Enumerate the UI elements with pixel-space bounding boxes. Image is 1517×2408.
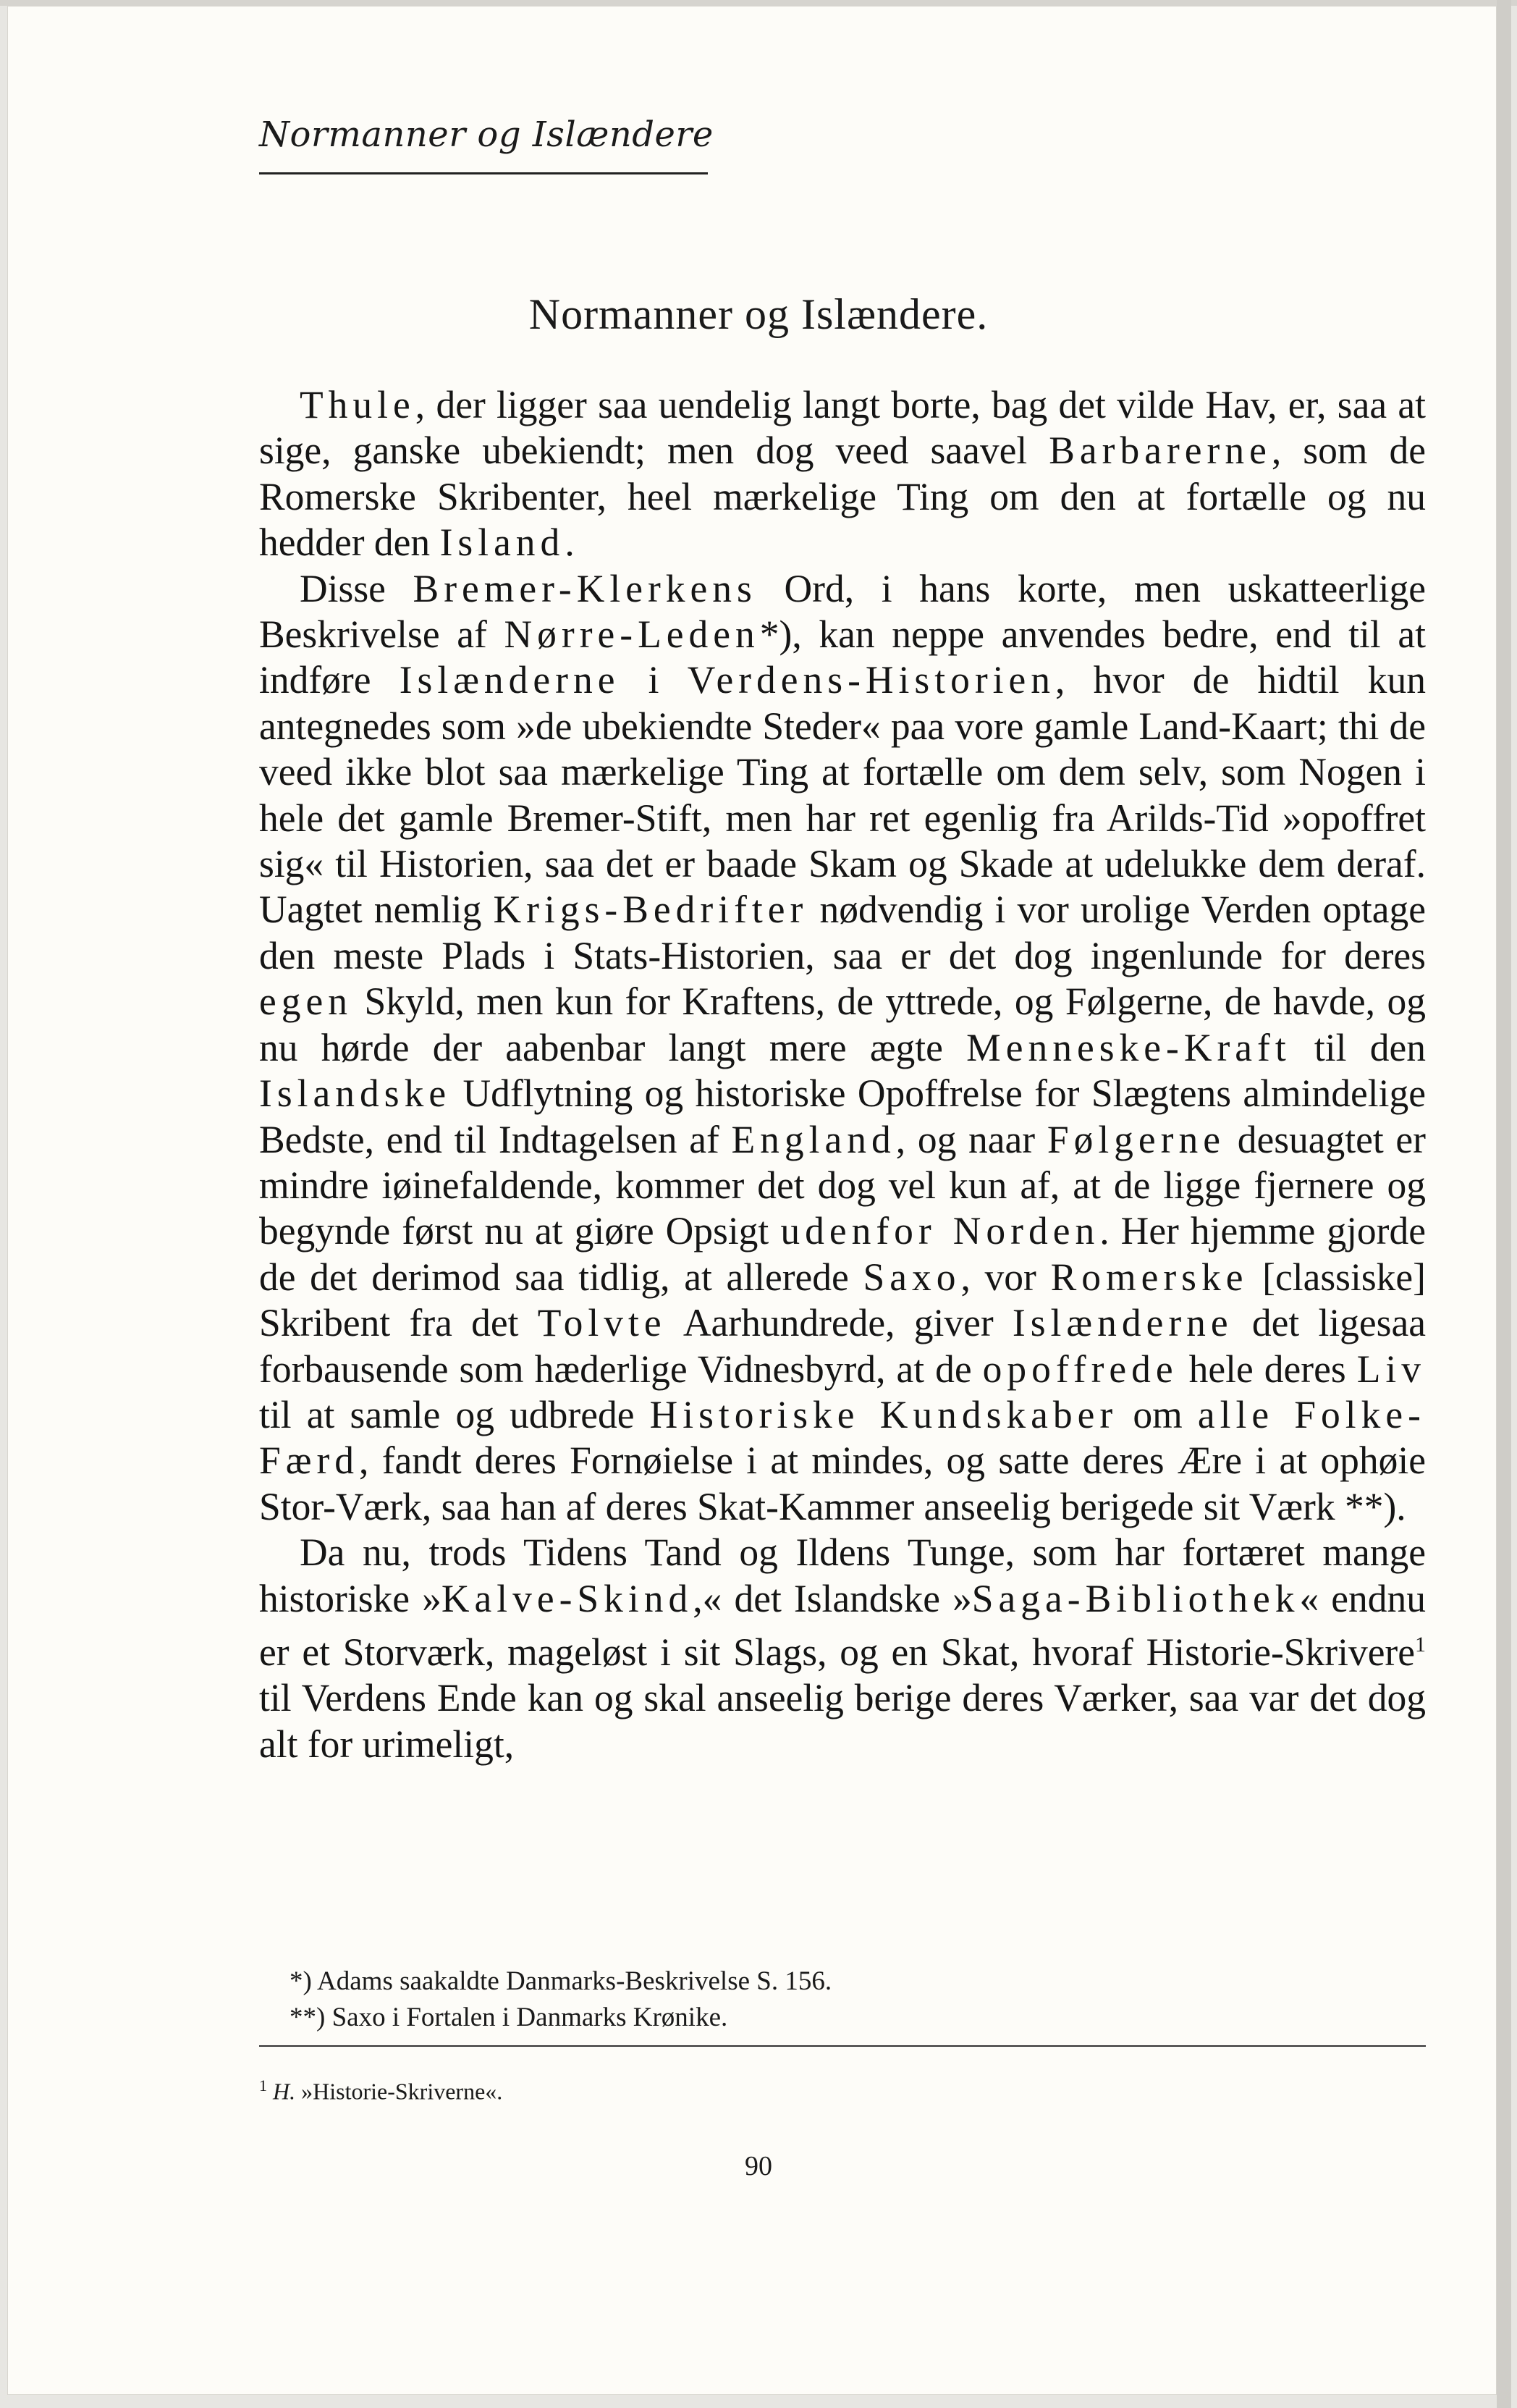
spaced-word: Romerske (1050, 1255, 1248, 1299)
footnote-2: **) Saxo i Fortalen i Danmarks Krønike. (290, 2003, 728, 2032)
chapter-title: Normanner og Islændere. (528, 290, 989, 338)
editor-note-number: 1 (259, 2076, 267, 2095)
editor-note (259, 2076, 1426, 2105)
text-run: Skyld, men kun for Kraftens, de yttrede, og Følgerne, de havde, og nu hørde der aabenbar langt mere ægte (259, 980, 1426, 1069)
footnote-ref: 1 (1415, 1632, 1426, 1656)
page-number: 90 (745, 2151, 772, 2181)
scan-edge-right (1497, 0, 1511, 2408)
text-run: i (620, 658, 688, 702)
running-head-rule (259, 172, 708, 174)
text-run: « endnu er et Storværk, mageløst i sit Slags, og en Skat, hvoraf Historie-Skrivere (259, 1576, 1427, 1674)
spaced-word: England (731, 1117, 896, 1161)
spaced-word: Islænderne (1012, 1301, 1233, 1345)
spaced-word: alle Folke-Færd (259, 1392, 1426, 1483)
spaced-word: Saga-Bibliothek (971, 1576, 1300, 1620)
running-head: Normanner og Islændere (259, 114, 714, 155)
spaced-word: udenfor Norden (780, 1209, 1100, 1253)
spaced-word: Liv (1356, 1347, 1427, 1391)
text-run: , vor (960, 1255, 1051, 1299)
text-run: , og naar (895, 1117, 1047, 1161)
paragraph-3 (259, 1530, 1426, 1767)
footnote-1: *) Adams saakaldte Danmarks-Beskrivelse S. 156. (290, 1966, 832, 1996)
spaced-word: Island (439, 521, 565, 565)
footnotes (259, 1963, 1426, 2036)
editor-note-ref: H. (273, 2078, 296, 2105)
footnote-divider (259, 2045, 1426, 2047)
spaced-word: Historiske Kundskaber (649, 1392, 1118, 1436)
text-run: til Verdens Ende kan og skal anseelig berige deres Værker, saa var det dog alt for urimeligt, (259, 1676, 1426, 1766)
text-run: Aarhundrede, giver (666, 1301, 1013, 1345)
text-run: til at samle og udbrede (259, 1392, 650, 1436)
text-run: , der ligger saa uendelig langt borte, bag det vilde Hav, er, saa at sige, ganske ubekiendt; men dog veed saavel (259, 383, 1426, 473)
spaced-word: Bremer-Klerkens (413, 566, 757, 610)
text-run: . (565, 521, 575, 565)
text-run: . Her hjemme gjorde de det derimod saa tidlig, at allerede (259, 1209, 1426, 1299)
text-run: ,« det Islandske » (693, 1576, 972, 1620)
text-run: desuagtet er mindre iøinefaldende, kommer det dog vel kun af, at de ligge fjernere og begynde først nu at giøre Opsigt (259, 1117, 1426, 1253)
text-run: Ord, i hans korte, men uskatteerlige Beskrivelse af (259, 566, 1426, 657)
spaced-word: Menneske-Kraft (966, 1025, 1291, 1069)
text-run: *), kan neppe anvendes bedre, end til at indføre (259, 612, 1427, 702)
spaced-word: Barbarerne (1049, 429, 1272, 473)
text-run: til den (1290, 1025, 1426, 1069)
spaced-word: Nørre-Leden (504, 612, 760, 657)
spaced-word: Kalve-Skind (441, 1576, 693, 1620)
spaced-word: Verdens-Historien (687, 658, 1055, 702)
spaced-word: Saxo (863, 1255, 961, 1299)
text-run: Udflytning og historiske Opoffrelse for Slægtens almindelige Bedste, end til Indtagelsen af (259, 1072, 1426, 1161)
text-run: Disse (300, 566, 413, 610)
text-run: , som de Romerske Skribenter, heel mærkelige Ting om den at fortælle og nu hedder den (259, 429, 1426, 565)
paragraph-2 (259, 566, 1426, 1531)
paragraph-1 (259, 382, 1426, 566)
text-run: om (1117, 1392, 1198, 1436)
spaced-word: egen (259, 980, 352, 1024)
text-run: nødvendig i vor urolige Verden optage den meste Plads i Stats-Historien, saa er det dog ingenlunde for deres (259, 888, 1426, 977)
text-run: , fandt deres Fornøielse i at mindes, og satte deres Ære i at ophøie Stor-Værk, saa han af deres Skat-Kammer anseelig berigede sit Værk **). (259, 1439, 1426, 1528)
text-run: det ligesaa forbausende som hæderlige Vidnesbyrd, at de (259, 1301, 1426, 1391)
text-run: hele deres (1178, 1347, 1357, 1391)
spaced-word: Islænderne (399, 658, 620, 702)
spaced-word: Følgerne (1047, 1117, 1225, 1161)
spaced-word: Tolvte (537, 1301, 667, 1345)
scan-edge-top (0, 0, 1517, 6)
spaced-word: opoffrede (982, 1347, 1178, 1391)
text-run: Da nu, trods Tidens Tand og Ildens Tunge, som har fortæret mange historiske » (259, 1531, 1426, 1620)
text-run: [classiske] Skribent fra det (259, 1255, 1426, 1345)
spaced-word: Krigs-Bedrifter (493, 888, 808, 932)
text-run: , hvor de hidtil kun antegnedes som »de ubekiendte Steder« paa vore gamle Land-Kaart; thi de veed ikke blot saa mærkelige Ting at fortælle om dem selv, som Nogen i hele det gamle Bremer-Stift, men har ret egenlig fra Arilds-Tid »opoffret sig« til Historien, saa det er baade Skam og Skade at udelukke dem deraf. Uagtet nemlig (259, 658, 1426, 932)
editor-note-text: »Historie-Skriverne«. (301, 2078, 503, 2105)
body-text (259, 382, 1426, 1767)
spaced-word: Thule (300, 383, 415, 426)
spaced-word: Islandske (259, 1072, 452, 1116)
